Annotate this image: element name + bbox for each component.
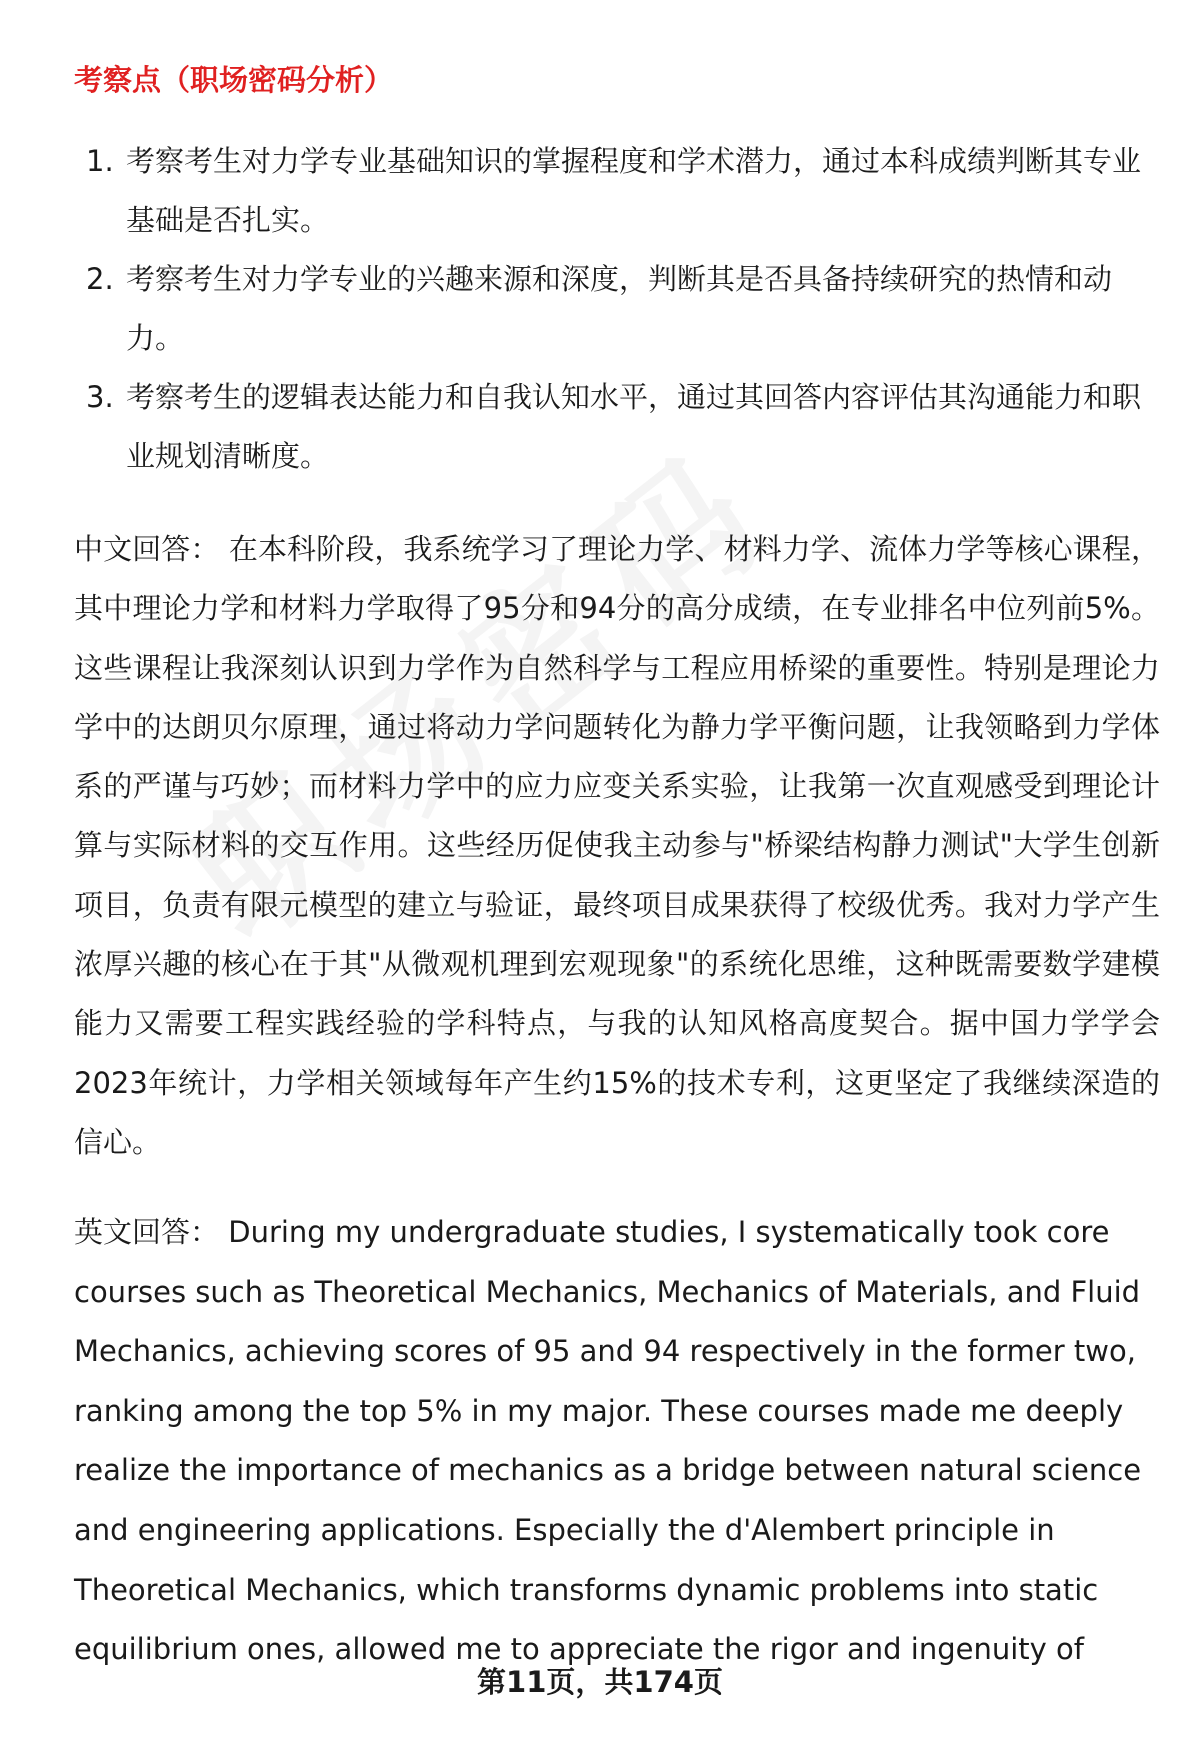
english-answer-label: 英文回答：: [74, 1215, 220, 1249]
list-item-number: 1.: [86, 144, 114, 178]
list-item: [74, 368, 1154, 486]
chinese-answer-label: 中文回答：: [74, 532, 220, 566]
list-item: [74, 250, 1154, 368]
english-answer: [74, 1203, 1154, 1680]
chinese-answer: [74, 520, 1160, 1172]
list-item-text: 考察考生的逻辑表达能力和自我认知水平，通过其回答内容评估其沟通能力和职业规划清晰度。: [126, 380, 1142, 473]
list-item-number: 3.: [86, 380, 114, 414]
assessment-points-list: [74, 132, 1154, 486]
list-item: [74, 132, 1154, 250]
english-answer-text: During my undergraduate studies, I systematically took core courses such as Theoretical Mechanics, Mechanics of Materials, and Fluid Mechanics, achieving scores of 95 and 94 respectively in the former two, ranking among the top 5% in my major. These courses made me deeply realize the importance of mechanics as a bridge between natural science and engineering applications. Especially the d'Alembert principle in Theoretical Mechanics, which transforms dynamic problems into static equilibrium ones, allowed me to appreciate the rigor and ingenuity of: [74, 1215, 1142, 1667]
page-number: 第11页，共174页: [477, 1665, 723, 1699]
list-item-number: 2.: [86, 262, 114, 296]
chinese-answer-text: 在本科阶段，我系统学习了理论力学、材料力学、流体力学等核心课程，其中理论力学和材料力学取得了95分和94分的高分成绩，在专业排名中位列前5%。这些课程让我深刻认识到力学作为自然科学与工程应用桥梁的重要性。特别是理论力学中的达朗贝尔原理，通过将动力学问题转化为静力学平衡问题，让我领略到力学体系的严谨与巧妙；而材料力学中的应力应变关系实验，让我第一次直观感受到理论计算与实际材料的交互作用。这些经历促使我主动参与"桥梁结构静力测试"大学生创新项目，负责有限元模型的建立与验证，最终项目成果获得了校级优秀。我对力学产生浓厚兴趣的核心在于其"从微观机理到宏观现象"的系统化思维，这种既需要数学建模能力又需要工程实践经验的学科特点，与我的认知风格高度契合。据中国力学学会2023年统计，力学相关领域每年产生约15%的技术专利，这更坚定了我继续深造的信心。: [74, 532, 1160, 1159]
list-item-text: 考察考生对力学专业的兴趣来源和深度，判断其是否具备持续研究的热情和动力。: [126, 262, 1113, 355]
list-item-text: 考察考生对力学专业基础知识的掌握程度和学术潜力，通过本科成绩判断其专业基础是否扎实。: [126, 144, 1142, 237]
section-title: 考察点（职场密码分析）: [74, 63, 394, 97]
